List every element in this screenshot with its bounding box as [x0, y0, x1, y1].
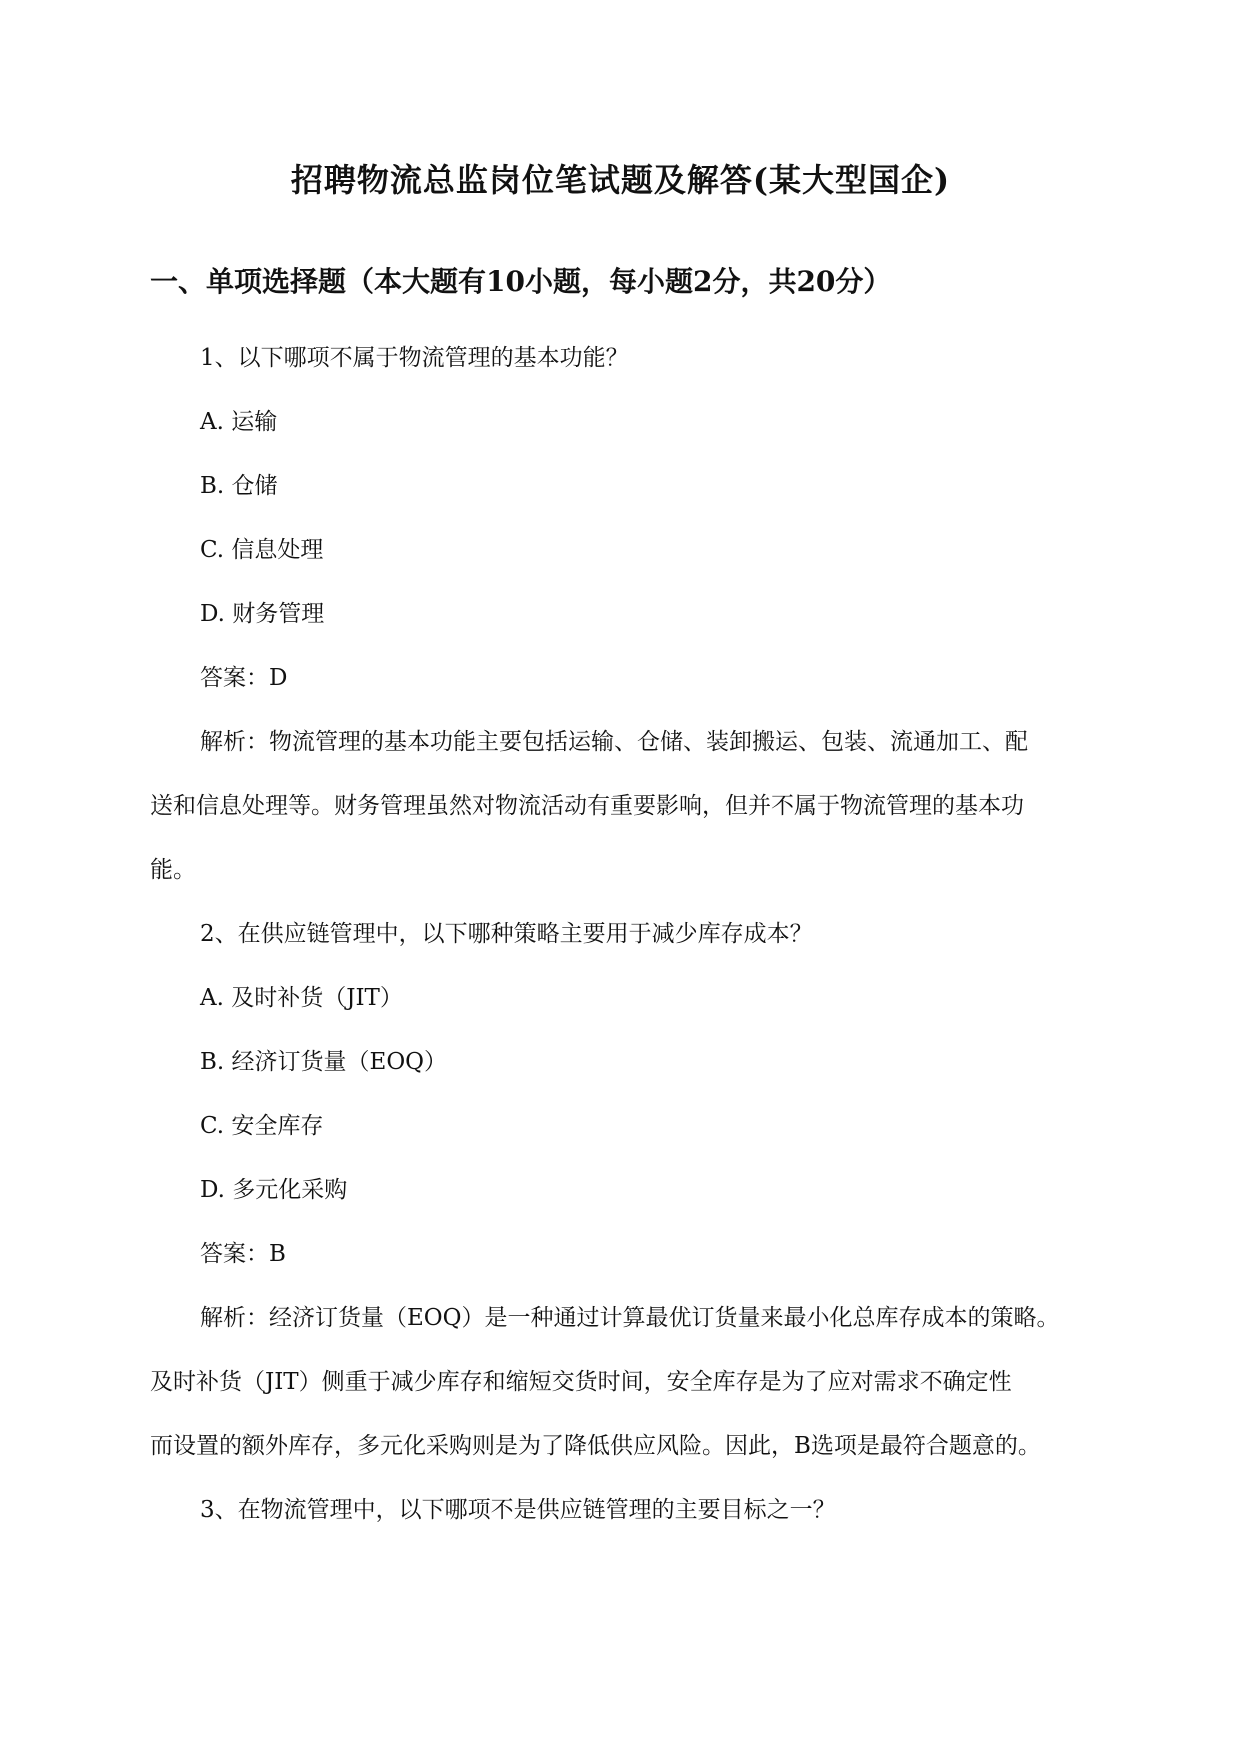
question-2-explanation-line-2: 及时补货（JIT）侧重于减少库存和缩短交货时间，安全库存是为了应对需求不确定性 [150, 1369, 1012, 1395]
question-2-option-d: D. 多元化采购 [200, 1177, 348, 1203]
question-2-explanation-line-1: 解析：经济订货量（EOQ）是一种通过计算最优订货量来最小化总库存成本的策略。 [200, 1305, 1060, 1331]
question-1-text: 1、以下哪项不属于物流管理的基本功能？ [200, 345, 629, 371]
question-2-option-c: C. 安全库存 [200, 1113, 324, 1139]
question-1-option-d: D. 财务管理 [200, 601, 325, 627]
question-1-explanation-line-2: 送和信息处理等。财务管理虽然对物流活动有重要影响，但并不属于物流管理的基本功 [150, 793, 1024, 819]
question-1-explanation-line-3: 能。 [150, 857, 196, 883]
question-3-text: 3、在物流管理中，以下哪项不是供应链管理的主要目标之一？ [200, 1497, 836, 1523]
question-2-option-b: B. 经济订货量（EOQ） [200, 1049, 448, 1075]
section-heading: 一、单项选择题（本大题有10小题，每小题2分，共20分） [150, 265, 892, 298]
question-1-option-a: A. 运输 [200, 409, 278, 435]
question-2-option-a: A. 及时补货（JIT） [200, 985, 403, 1011]
question-1-option-c: C. 信息处理 [200, 537, 324, 563]
question-1-option-b: B. 仓储 [200, 473, 278, 499]
question-1-answer: 答案：D [200, 665, 288, 691]
document-title: 招聘物流总监岗位笔试题及解答(某大型国企) [290, 161, 951, 199]
question-2-explanation-line-3: 而设置的额外库存，多元化采购则是为了降低供应风险。因此，B选项是最符合题意的。 [150, 1433, 1041, 1459]
question-2-text: 2、在供应链管理中，以下哪种策略主要用于减少库存成本？ [200, 921, 813, 947]
question-1-explanation-line-1: 解析：物流管理的基本功能主要包括运输、仓储、装卸搬运、包装、流通加工、配 [200, 729, 1028, 755]
question-2-answer: 答案：B [200, 1241, 286, 1267]
